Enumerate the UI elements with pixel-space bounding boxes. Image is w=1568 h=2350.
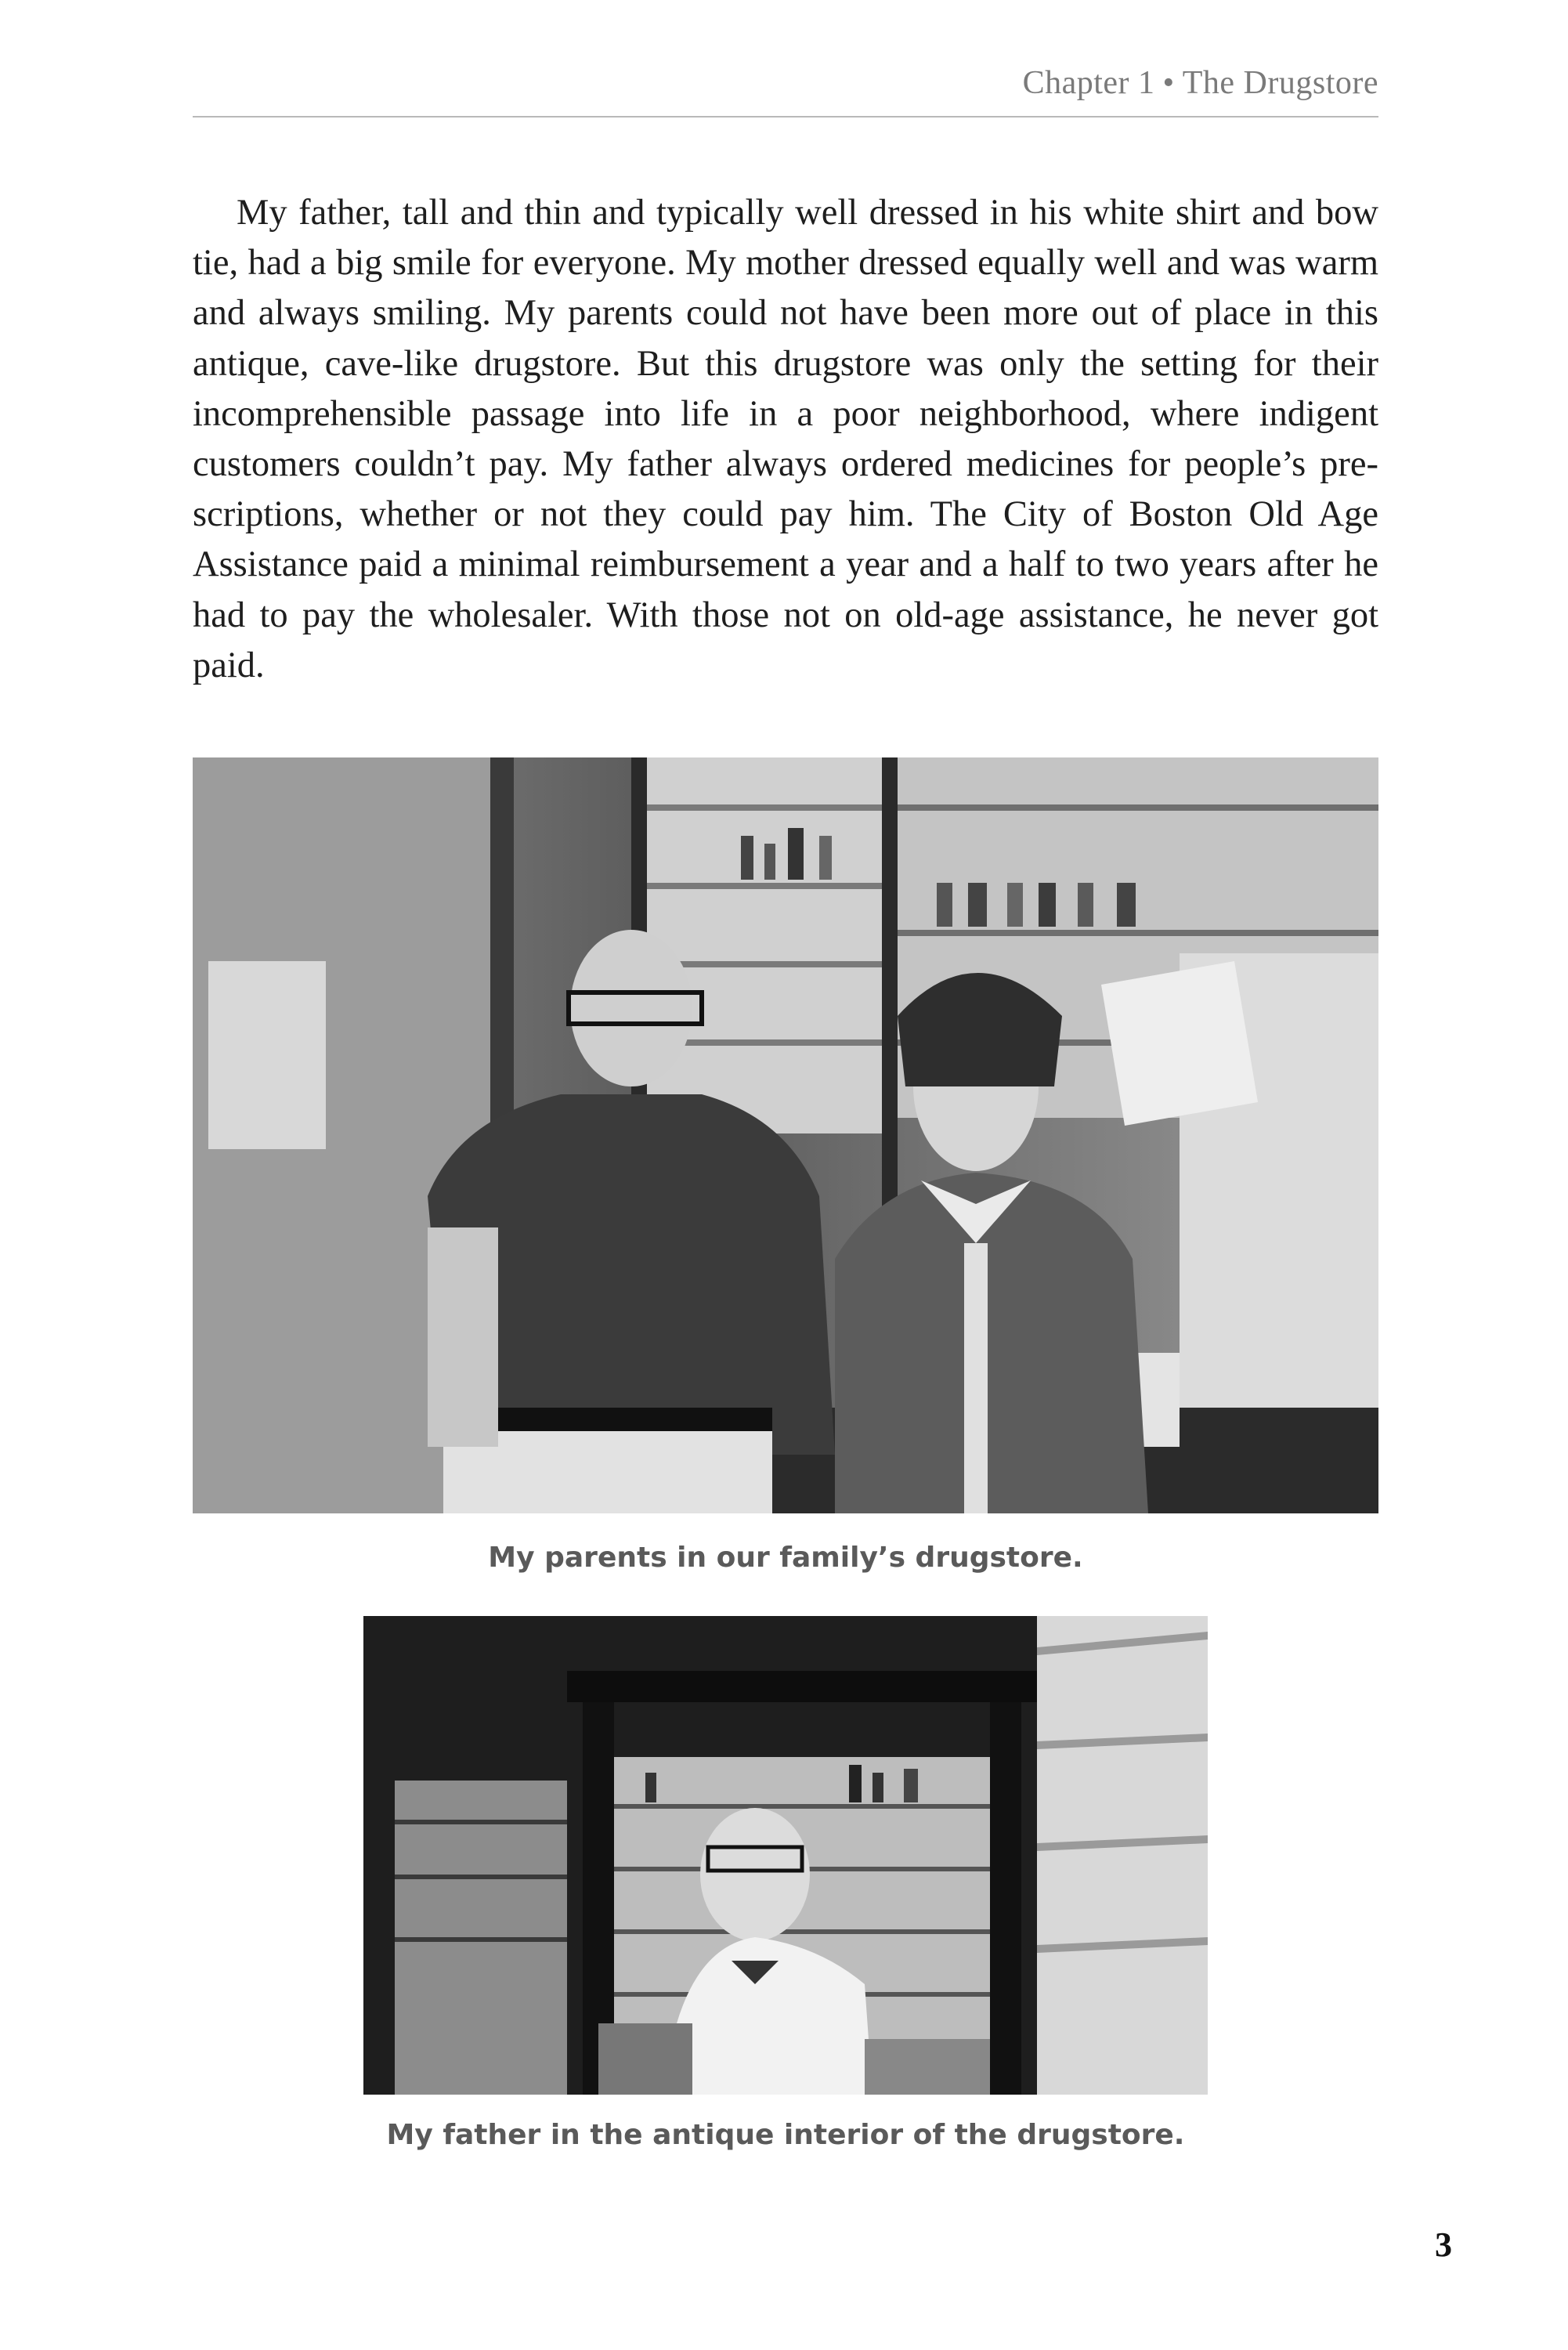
chapter-title: The Drugstore [1182,65,1378,101]
photo-parents-illustration [193,757,1378,1513]
header-rule [193,116,1378,118]
photo-2-caption: My father in the antique interior of the drugstore. [386,2119,1185,2151]
photo-1-caption: My parents in our family’s drugstore. [488,1542,1083,1574]
chapter-number: Chapter 1 [1022,65,1155,101]
header-separator: • [1162,65,1175,101]
page-number: 3 [1435,2225,1452,2264]
running-head [193,64,1378,110]
photo-father-illustration [363,1616,1208,2095]
photo-parents-in-drugstore [193,757,1378,1513]
photo-father-interior [363,1616,1208,2095]
body-paragraph: My father, tall and thin and typically well dressed in his white shirt and bow tie, had a big smile for everyone. My mother dressed equally well and was warm and always smiling. My parents could not have been more out of place in this antique, cave-like drugstore. But this drugstore was only the setting for their incomprehensible passage into life in a poor neighborhood, where indigent customers couldn’t pay. My father always ordered medicines for people’s prescriptions, whether or not they could pay him. The City of Boston Old Age Assistance paid a minimal reimbursement a year and a half to two years after he had to pay the wholesaler. With those not on old-age assistance, he never got paid. [193,193,1378,685]
